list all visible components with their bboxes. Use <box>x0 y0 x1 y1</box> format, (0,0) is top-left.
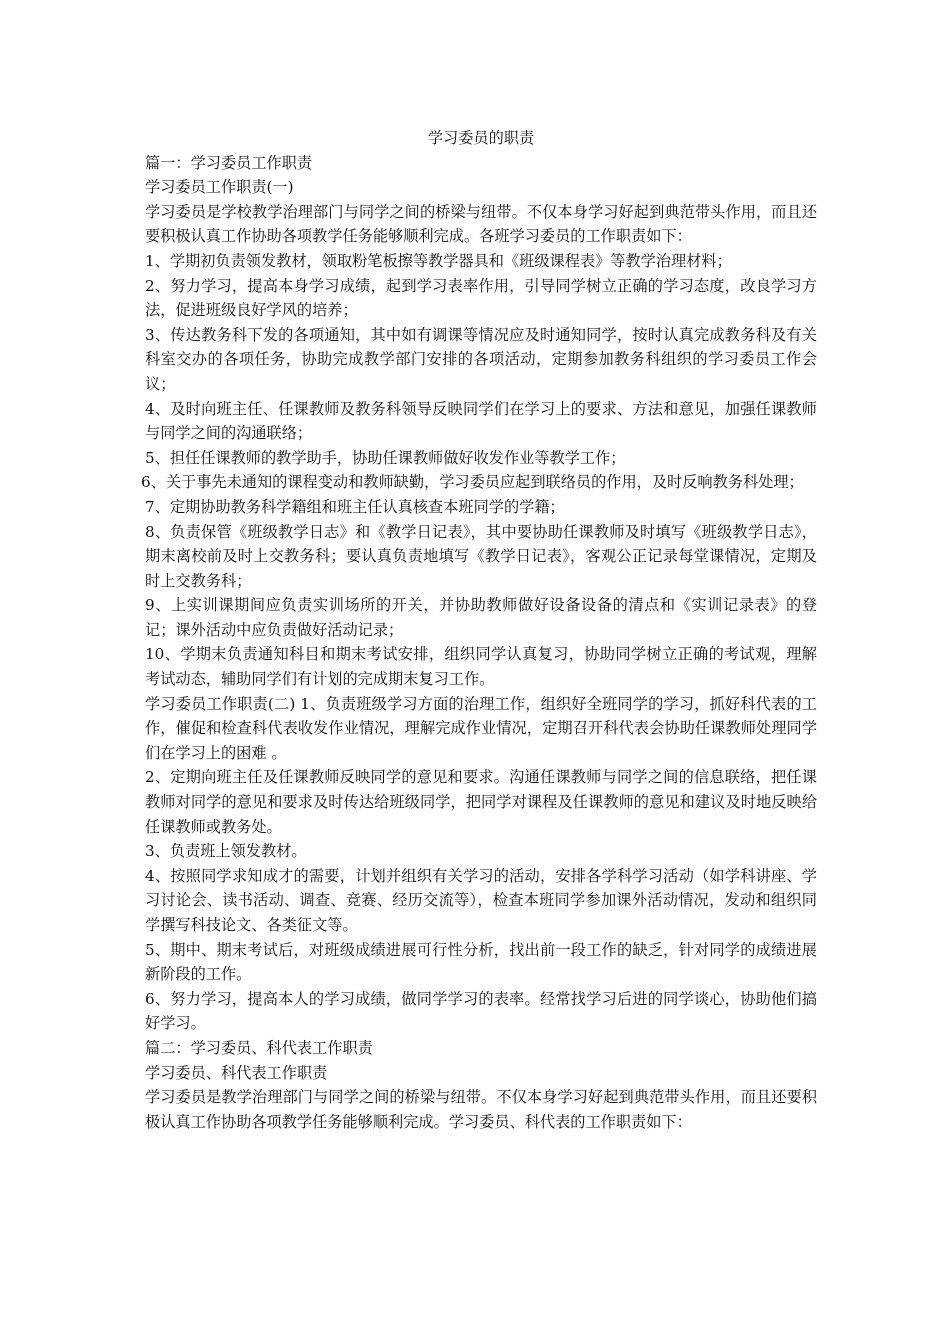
list-item: 5、期中、期末考试后，对班级成绩进展可行性分析，找出前一段工作的缺乏，针对同学的成绩进展新阶段的工作。 <box>145 940 817 984</box>
list-item: 2、定期向班主任及任课教师反映同学的意见和要求。沟通任课教师与同学之间的信息联络，把任课教师对同学的意见和要求及时传达给班级同学，把同学对课程及任课教师的意见和建议及时地反映给任课教师或教务处。 <box>145 768 817 836</box>
list-item: 6、努力学习，提高本人的学习成绩，做同学学习的表率。经常找学习后进的同学谈心，协助他们搞好学习。 <box>145 989 817 1033</box>
list-item: 9、上实训课期间应负责实训场所的开关，并协助教师做好设备设备的清点和《实训记录表》的登记；课外活动中应负责做好活动记录； <box>145 596 817 639</box>
section-heading: 篇一：学习委员工作职责 <box>145 153 313 172</box>
subsection-heading: 学习委员、科代表工作职责 <box>145 1063 328 1082</box>
list-item: 1、学期初负责领发教材，领取粉笔板擦等教学器具和《班级课程表》等教学治理材料； <box>145 251 732 270</box>
list-item: 2、努力学习，提高本身学习成绩，起到学习表率作用，引导同学树立正确的学习态度，改良学习方法，促进班级良好学风的培养； <box>145 276 817 320</box>
list-item: 8、负责保管《班级教学日志》和《教学日记表》，其中要协助任课教师及时填写《班级教学日志》，期末离校前及时上交教务科；要认真负责地填写《教学日记表》，客观公正记录每堂课情况，定期及时上交教务科； <box>145 522 817 590</box>
list-item: 4、按照同学求知成才的需要，计划并组织有关学习的活动，安排各学科学习活动（如学科讲座、学习讨论会、读书活动、调查、竞赛、经历交流等），检查本班同学参加课外活动情况，发动和组织同学撰写科技论文、各类征文等。 <box>145 866 817 934</box>
list-item: 10、学期末负责通知科目和期末考试安排，组织同学认真复习，协助同学树立正确的考试观，理解考试动态，辅助同学们有计划的完成期末复习工作。 <box>145 645 817 689</box>
list-item: 6、关于事先未通知的课程变动和教师缺勤，学习委员应起到联络员的作用，及时反响教务科处理； <box>141 473 804 492</box>
list-item: 5、担任任课教师的教学助手，协助任课教师做好收发作业等教学工作； <box>145 448 626 467</box>
document-title: 学习委员的职责 <box>427 129 535 147</box>
list-item: 3、传达教务科下发的各项通知，其中如有调课等情况应及时通知同学，按时认真完成教务科及有关科室交办的各项任务，协助完成教学部门安排的各项活动，定期参加教务科组织的学习委员工作会议； <box>145 325 817 393</box>
list-item: 3、负责班上领发教材。 <box>145 842 307 861</box>
paragraph: 学习委员工作职责(二) 1、负责班级学习方面的治理工作，组织好全班同学的学习，抓好科代表的工作，催促和检查科代表收发作业情况，理解完成作业情况，定期召开科代表会协助任课教师处理同学们在学习上的困难 。 <box>145 694 817 762</box>
paragraph: 学习委员是教学治理部门与同学之间的桥梁与纽带。不仅本身学习好起到典范带头作用，而且还要积极认真工作协助各项教学任务能够顺利完成。学习委员、科代表的工作职责如下： <box>145 1088 817 1131</box>
section-heading: 篇二：学习委员、科代表工作职责 <box>145 1038 373 1057</box>
list-item: 7、定期协助教务科学籍组和班主任认真核查本班同学的学籍； <box>145 497 565 516</box>
subsection-heading: 学习委员工作职责(一) <box>145 178 294 197</box>
list-item: 4、及时向班主任、任课教师及教务科领导反映同学们在学习上的要求、方法和意见，加强任课教师与同学之间的沟通联络； <box>145 399 817 443</box>
paragraph: 学习委员是学校教学治理部门与同学之间的桥梁与纽带。不仅本身学习好起到典范带头作用，而且还要积极认真工作协助各项教学任务能够顺利完成。各班学习委员的工作职责如下： <box>145 202 817 246</box>
document-body <box>141 126 817 1134</box>
